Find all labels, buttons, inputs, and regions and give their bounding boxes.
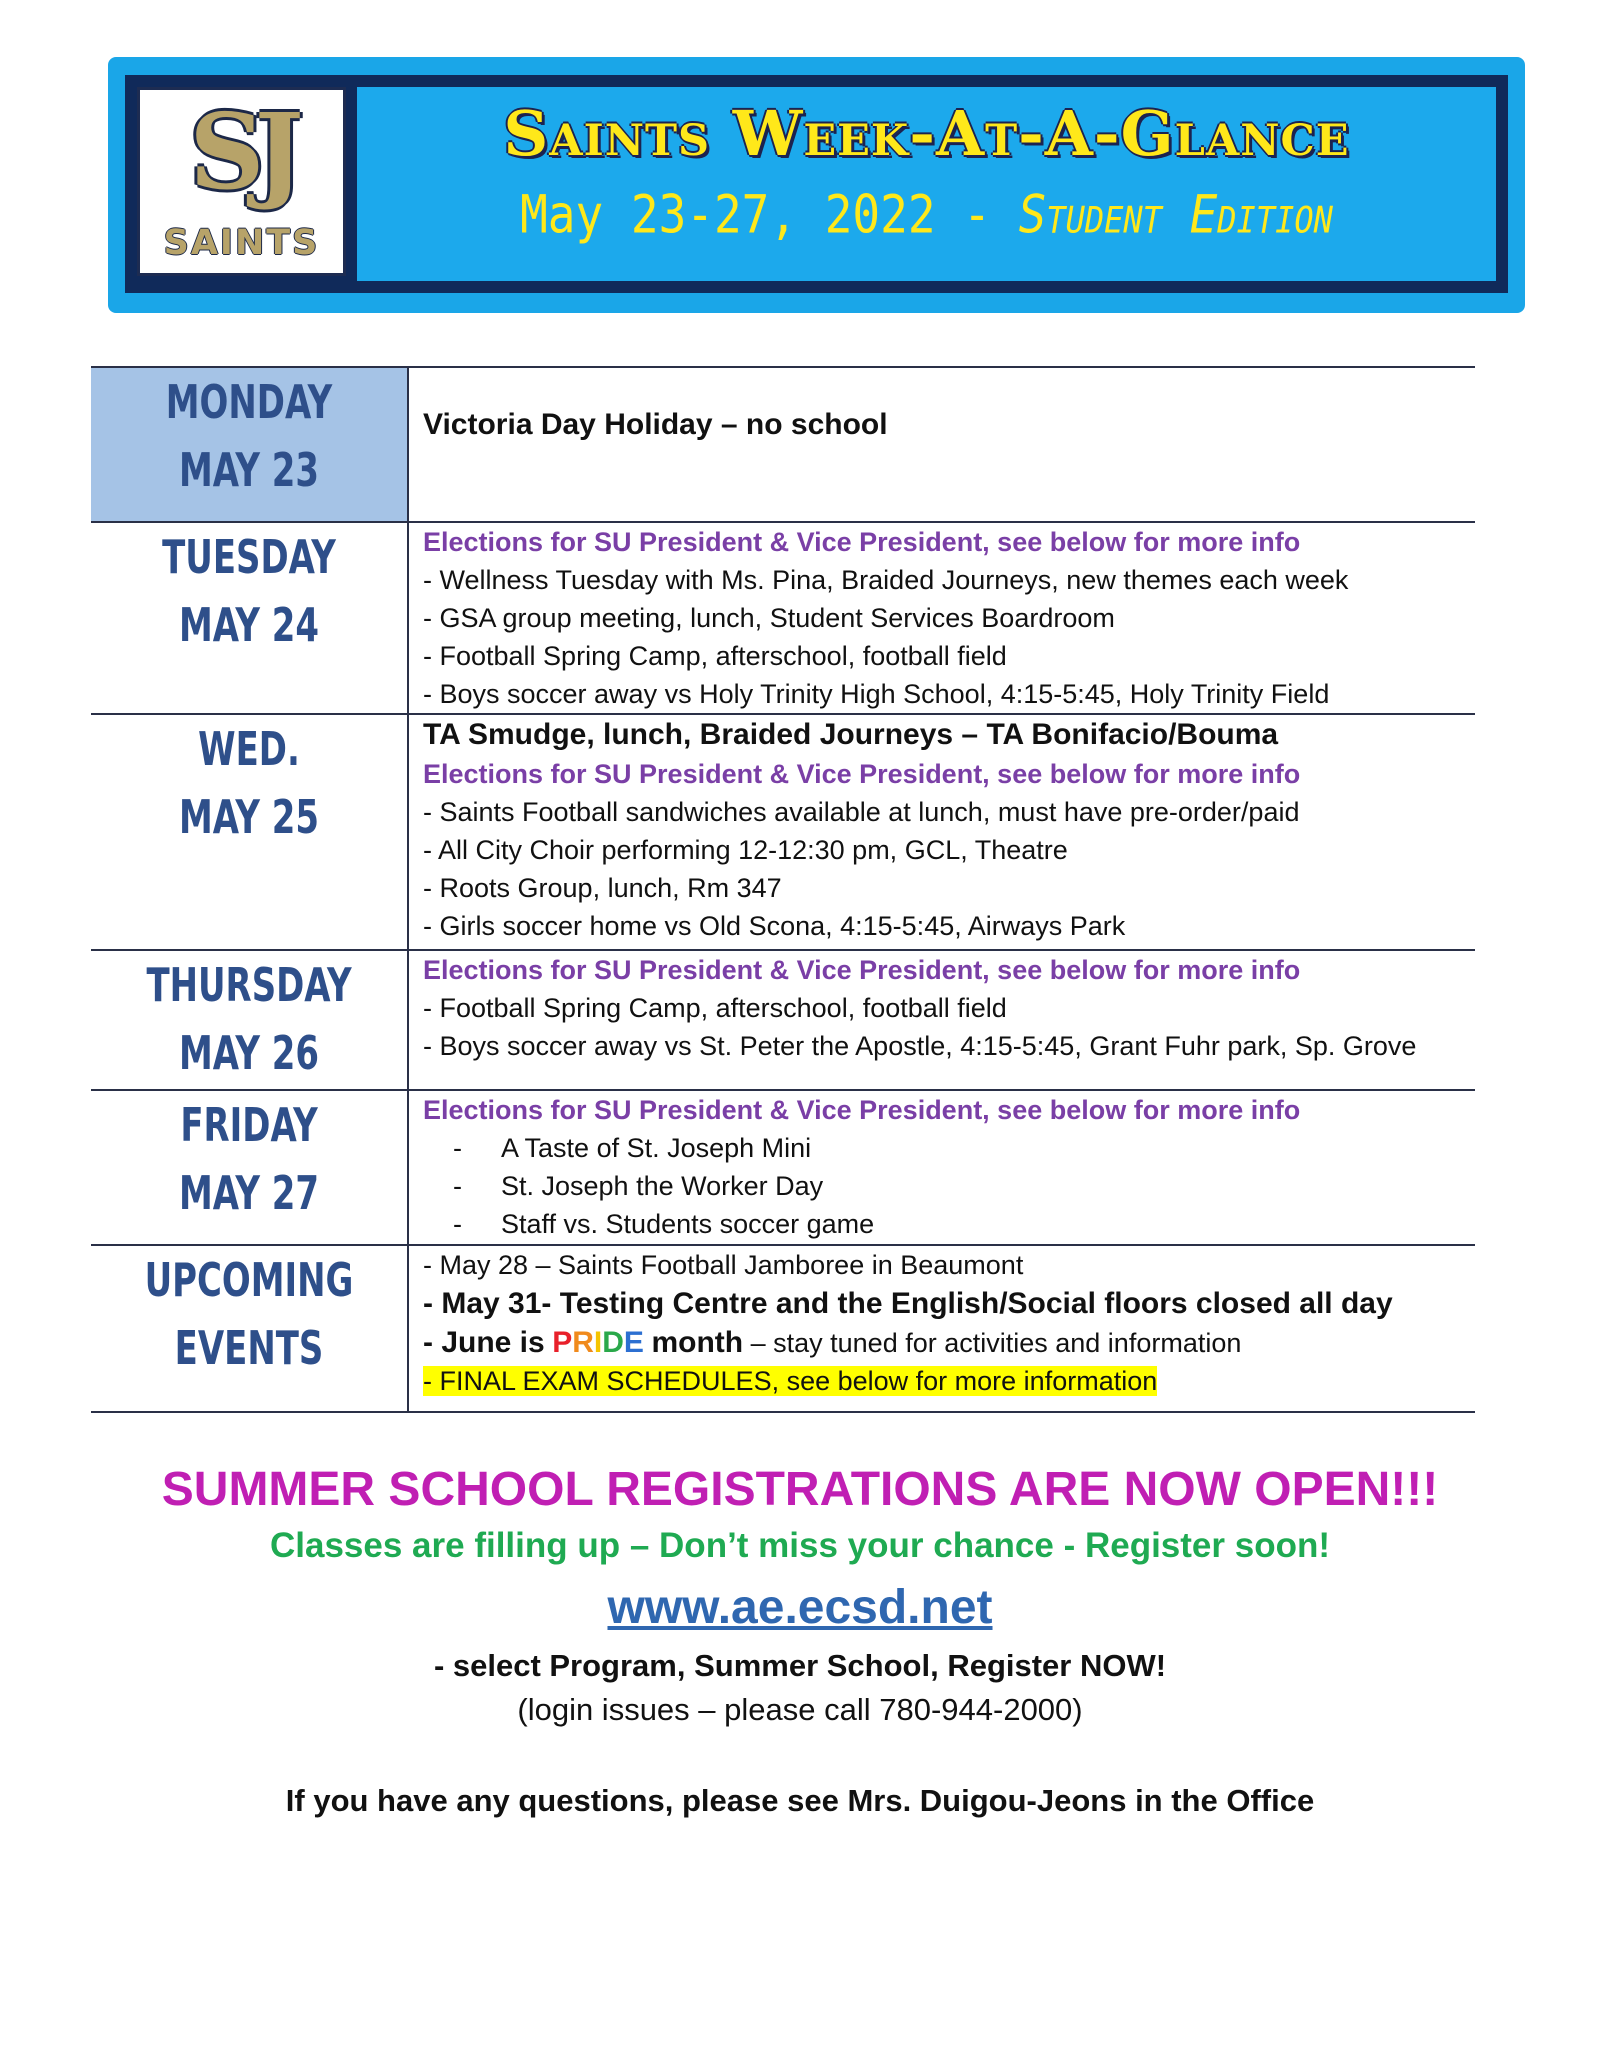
event-text: Staff vs. Students soccer game	[501, 1209, 875, 1239]
events-cell	[408, 367, 1475, 522]
school-logo	[137, 87, 346, 276]
pride-letter: P	[552, 1326, 573, 1359]
registration-link[interactable]: www.ae.ecsd.net	[607, 1581, 993, 1634]
day-date: MAY 23	[178, 443, 320, 497]
event-item: - May 28 – Saints Football Jamboree in Beaumont	[423, 1250, 1024, 1280]
list-dash: -	[453, 1171, 462, 1201]
day-row-wednesday	[91, 714, 1475, 950]
pride-letter: R	[572, 1326, 594, 1359]
events-cell	[408, 522, 1475, 714]
classes-filling-notice: Classes are filling up – Don’t miss your chance - Register soon!	[270, 1526, 1330, 1565]
list-dash: -	[453, 1209, 462, 1239]
questions-contact: If you have any questions, please see Mrs. Duigou-Jeons in the Office	[285, 1783, 1315, 1818]
event-text: St. Joseph the Worker Day	[501, 1171, 824, 1201]
election-notice: Elections for SU President & Vice President, see below for more info	[423, 527, 1301, 557]
events-cell	[408, 714, 1475, 950]
page-subtitle	[357, 183, 1496, 245]
day-name: TUESDAY	[162, 530, 336, 584]
day-row-tuesday	[91, 522, 1475, 714]
day-row-monday	[91, 367, 1475, 522]
day-name: FRIDAY	[180, 1098, 318, 1152]
pride-month: month	[651, 1326, 744, 1359]
event-item: - GSA group meeting, lunch, Student Services Boardroom	[423, 603, 1115, 633]
page-title: Saints Week-At-A-Glance	[503, 97, 1350, 170]
header-banner	[108, 57, 1525, 313]
event-item: - Boys soccer away vs Holy Trinity High School, 4:15-5:45, Holy Trinity Field	[423, 679, 1330, 709]
event-item: TA Smudge, lunch, Braided Journeys – TA Bonifacio/Bouma	[423, 718, 1279, 751]
election-notice: Elections for SU President & Vice President, see below for more info	[423, 955, 1301, 985]
event-item: - May 31- Testing Centre and the English/Social floors closed all day	[423, 1287, 1393, 1320]
login-help: (login issues – please call 780-944-2000)	[517, 1692, 1083, 1727]
day-date: MAY 27	[178, 1166, 320, 1220]
event-item: Victoria Day Holiday – no school	[423, 408, 888, 441]
event-item: - Football Spring Camp, afterschool, football field	[423, 993, 1007, 1023]
day-name: UPCOMING	[144, 1253, 354, 1307]
event-item: - All City Choir performing 12-12:30 pm, GCL, Theatre	[423, 835, 1068, 865]
events-cell	[408, 1245, 1475, 1412]
event-item: - Football Spring Camp, afterschool, football field	[423, 641, 1007, 671]
pride-prefix: - June is	[423, 1326, 545, 1359]
day-cell	[91, 367, 408, 522]
pride-letter: E	[623, 1326, 644, 1359]
day-name: MONDAY	[165, 375, 333, 429]
subtitle-dates: May 23-27, 2022 -	[520, 182, 991, 246]
election-notice: Elections for SU President & Vice President, see below for more info	[423, 759, 1301, 789]
subtitle-edition: Student Edition	[1018, 182, 1333, 246]
event-text: A Taste of St. Joseph Mini	[501, 1133, 812, 1163]
week-schedule-table	[91, 366, 1475, 1413]
events-cell	[408, 950, 1475, 1090]
pride-word	[552, 1326, 644, 1359]
pride-letter: I	[593, 1326, 603, 1359]
logo-letters: SJ	[189, 90, 294, 213]
exam-schedule-notice	[423, 1362, 1461, 1400]
day-cell	[91, 1090, 408, 1245]
events-cell	[408, 1090, 1475, 1245]
day-row-friday	[91, 1090, 1475, 1245]
registration-instructions: - select Program, Summer School, Register NOW!	[433, 1648, 1167, 1683]
day-name: WED.	[198, 722, 300, 776]
day-cell	[91, 714, 408, 950]
day-name: THURSDAY	[146, 958, 352, 1012]
banner-frame	[125, 75, 1508, 293]
title-panel	[357, 87, 1496, 281]
event-item	[423, 1205, 1461, 1243]
summer-school-heading: SUMMER SCHOOL REGISTRATIONS ARE NOW OPEN!!!	[161, 1463, 1439, 1516]
event-item: - Girls soccer home vs Old Scona, 4:15-5:45, Airways Park	[423, 911, 1126, 941]
event-item: - Boys soccer away vs St. Peter the Apostle, 4:15-5:45, Grant Fuhr park, Sp. Grove	[423, 1031, 1417, 1061]
event-item: - Roots Group, lunch, Rm 347	[423, 873, 782, 903]
event-item: - Wellness Tuesday with Ms. Pina, Braided Journeys, new themes each week	[423, 565, 1349, 595]
event-item	[423, 1129, 1461, 1167]
election-notice: Elections for SU President & Vice President, see below for more info	[423, 1095, 1301, 1125]
day-date: MAY 25	[178, 790, 320, 844]
day-date: EVENTS	[174, 1321, 324, 1375]
pride-suffix: – stay tuned for activities and information	[750, 1328, 1242, 1358]
list-dash: -	[453, 1133, 462, 1163]
day-row-thursday	[91, 950, 1475, 1090]
day-cell	[91, 1245, 408, 1412]
event-item	[423, 1167, 1461, 1205]
day-date: MAY 24	[178, 598, 320, 652]
pride-letter: D	[602, 1326, 624, 1359]
day-cell	[91, 522, 408, 714]
pride-event	[423, 1324, 1461, 1362]
day-cell	[91, 950, 408, 1090]
event-item: - Saints Football sandwiches available at lunch, must have pre-order/paid	[423, 797, 1300, 827]
day-row-upcoming	[91, 1245, 1475, 1412]
highlighted-text: - FINAL EXAM SCHEDULES, see below for more information	[423, 1366, 1158, 1396]
day-date: MAY 26	[178, 1026, 320, 1080]
logo-word: SAINTS	[163, 223, 320, 263]
